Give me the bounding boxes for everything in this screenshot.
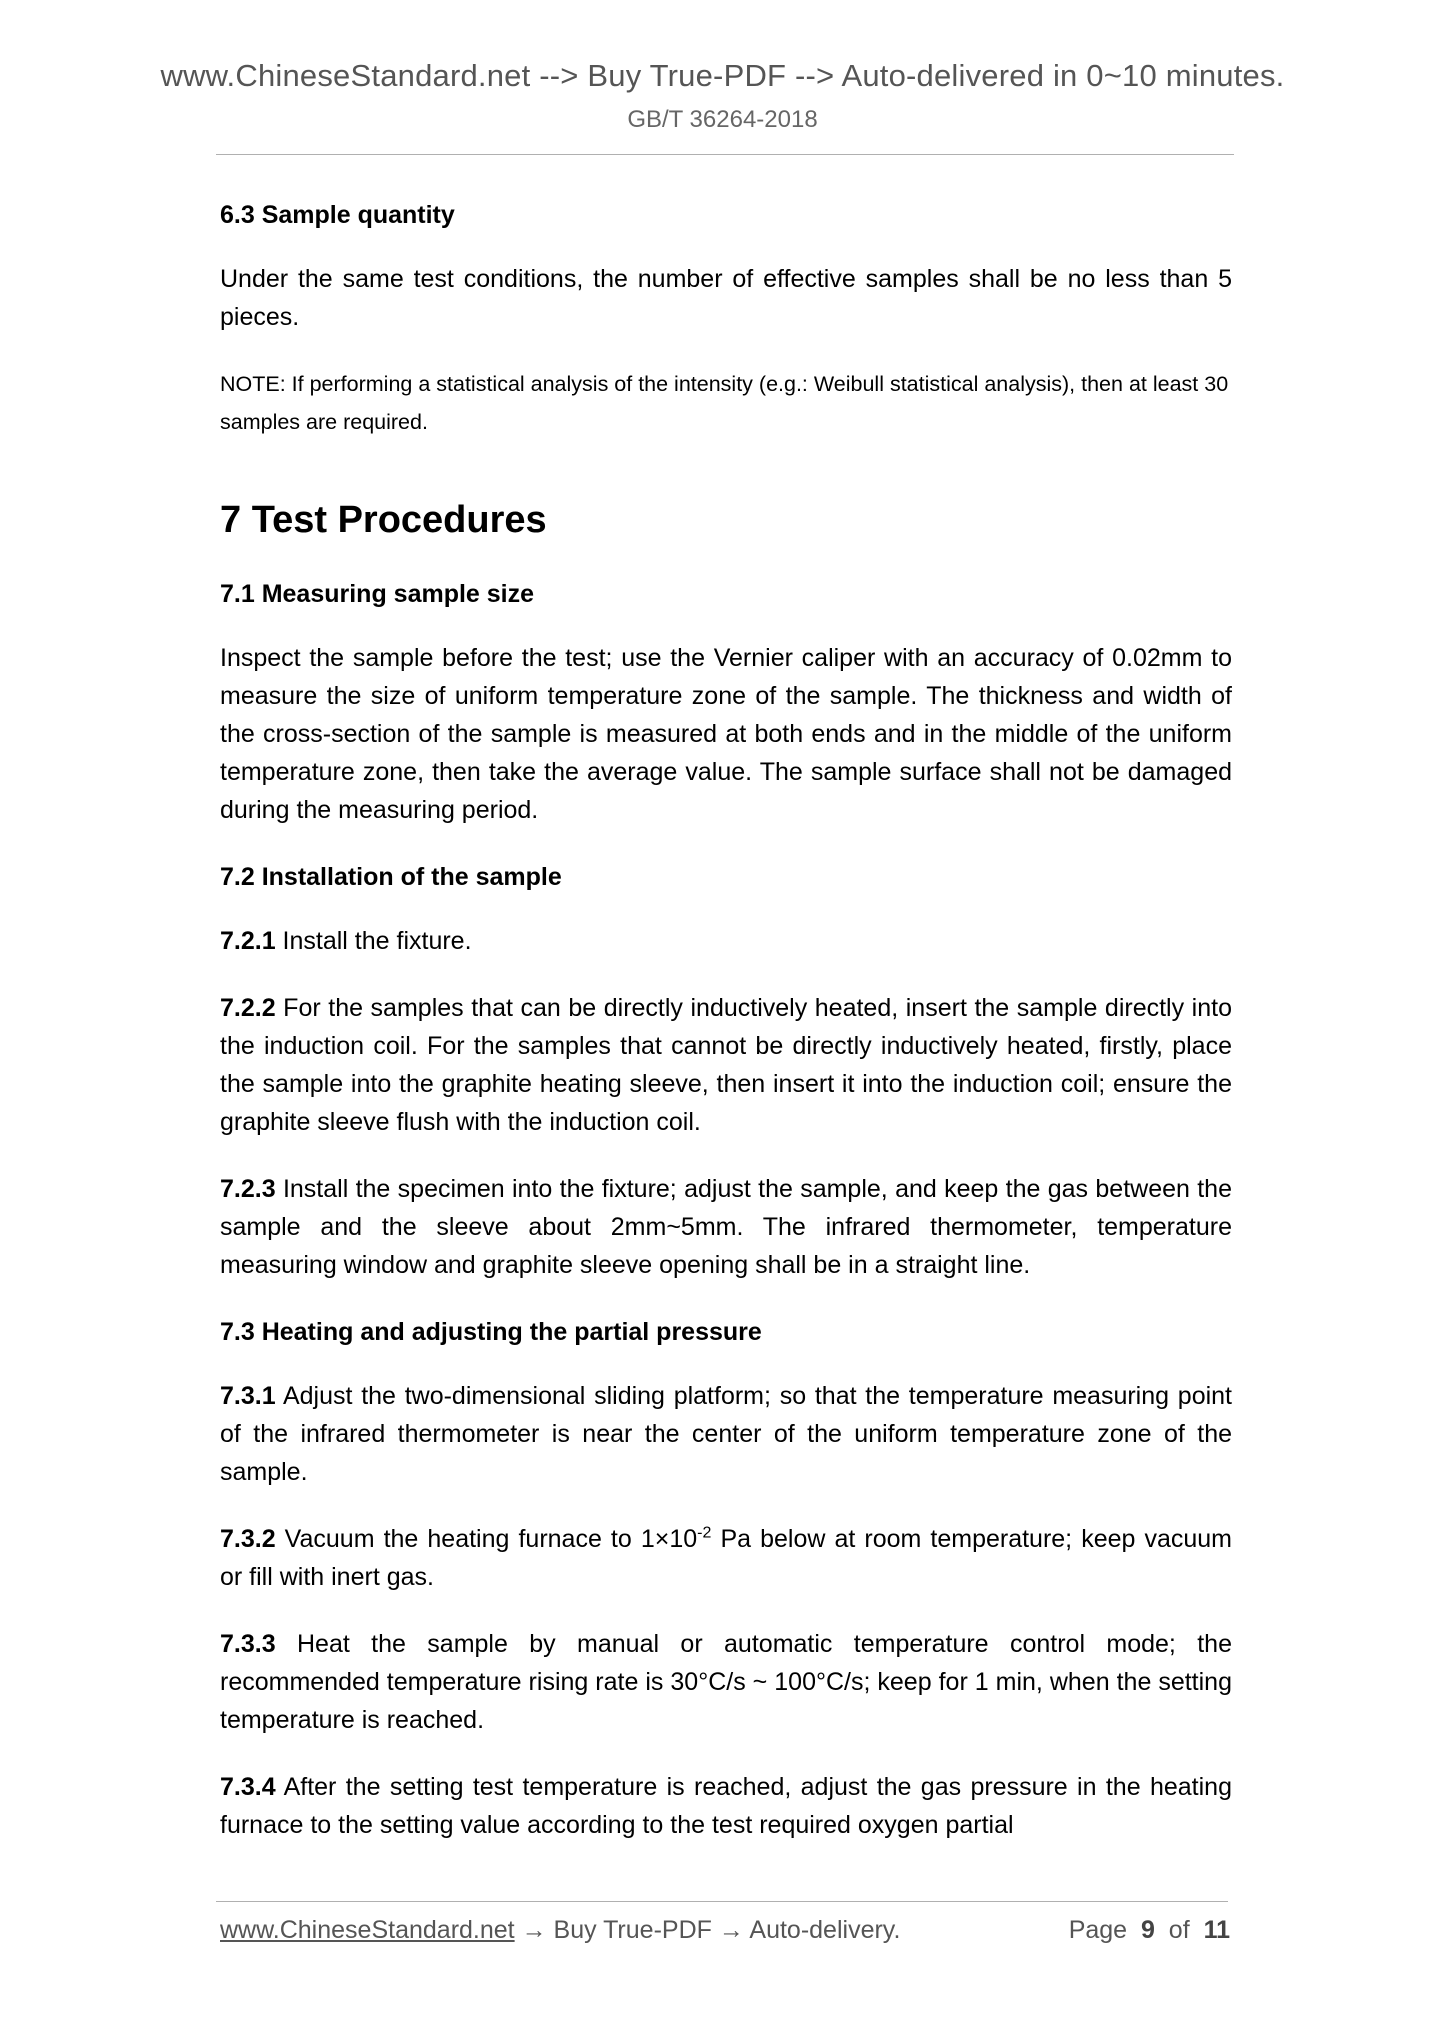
- clause-number: 7.2.3: [220, 1175, 276, 1203]
- clause-text: Heat the sample by manual or automatic temperature control mode; the recommended temperature rising rate is 30°C/s ~ 100°C/s; keep for 1 min, when the setting temperature is reached.: [220, 1630, 1232, 1734]
- clause-number: 7.3.4: [220, 1773, 276, 1801]
- section-6-3-heading: 6.3 Sample quantity: [220, 201, 455, 229]
- page-indicator: [1069, 1916, 1230, 1945]
- section-7-1-heading: 7.1 Measuring sample size: [220, 580, 535, 608]
- section-7-1-text: Inspect the sample before the test; use the Vernier caliper with an accuracy of 0.02mm to measure the size of uniform temperature zone of the sample. The thickness and width of the cross-section of the sample is measured at both ends and in the middle of the uniform temperature zone, then take the average value. The sample surface shall not be damaged during the measuring period.: [220, 644, 1232, 824]
- clause-7-3-2: [220, 1520, 1232, 1596]
- clause-text: Vacuum the heating furnace to 1×10: [275, 1525, 698, 1553]
- clause-7-2-3: [220, 1170, 1232, 1284]
- footer-divider: [216, 1901, 1228, 1902]
- clause-text: Install the fixture.: [275, 927, 472, 955]
- clause-text: Adjust the two-dimensional sliding platform; so that the temperature measuring point of the infrared thermometer is near the center of the uniform temperature zone of the sample.: [220, 1382, 1232, 1486]
- header-divider: [216, 154, 1234, 155]
- page-current: 9: [1140, 1916, 1155, 1944]
- clause-7-3-4: [220, 1768, 1232, 1844]
- section-7-3-heading: 7.3 Heating and adjusting the partial pressure: [220, 1318, 762, 1346]
- footer-promo: [220, 1916, 900, 1945]
- clause-text: Pa below at room temperature; keep vacuum or fill with inert gas.: [220, 1525, 1233, 1591]
- clause-number: 7.2.2: [220, 994, 276, 1022]
- clause-7-2-2: [220, 989, 1232, 1141]
- clause-7-3-3: [220, 1625, 1232, 1739]
- clause-number: 7.3.2: [220, 1525, 276, 1553]
- page-label: Page: [1068, 1916, 1128, 1944]
- clause-number: 7.3.1: [220, 1382, 276, 1410]
- footer-link[interactable]: www.ChineseStandard.net: [220, 1916, 515, 1944]
- section-7-heading: 7 Test Procedures: [220, 499, 547, 541]
- section-6-3-text: Under the same test conditions, the number of effective samples shall be no less than 5 pieces.: [220, 265, 1232, 331]
- footer-tail: → Buy True-PDF → Auto-delivery.: [514, 1916, 901, 1944]
- clause-text: After the setting test temperature is reached, adjust the gas pressure in the heating furnace to the setting value according to the test required oxygen partial: [220, 1773, 1232, 1839]
- clause-number: 7.3.3: [220, 1630, 276, 1658]
- clause-7-2-1: [220, 922, 1232, 960]
- clause-text: Install the specimen into the fixture; adjust the sample, and keep the gas between the sample and the sleeve about 2mm~5mm. The infrared thermometer, temperature measuring window and graphite sleeve opening shall be in a straight line.: [220, 1175, 1232, 1279]
- header-banner: www.ChineseStandard.net --> Buy True-PDF --> Auto-delivered in 0~10 minutes.: [160, 58, 1285, 93]
- page-content: [220, 196, 1232, 1873]
- clause-text: For the samples that can be directly inductively heated, insert the sample directly into the induction coil. For the samples that cannot be directly inductively heated, firstly, place the sample into the graphite heating sleeve, then insert it into the induction coil; ensure the graphite sleeve flush with the induction coil.: [220, 994, 1232, 1136]
- clause-number: 7.2.1: [220, 927, 276, 955]
- section-7-2-heading: 7.2 Installation of the sample: [220, 863, 562, 891]
- standard-number: GB/T 36264-2018: [627, 106, 818, 133]
- of-label: of: [1168, 1916, 1190, 1944]
- section-6-3-note: NOTE: If performing a statistical analysis of the intensity (e.g.: Weibull statistical analysis), then at least 30 samples are required.: [220, 372, 1229, 434]
- page-total: 11: [1203, 1916, 1230, 1944]
- exponent: -2: [697, 1524, 712, 1542]
- clause-7-3-1: [220, 1377, 1232, 1491]
- page-footer: [220, 1916, 1230, 1956]
